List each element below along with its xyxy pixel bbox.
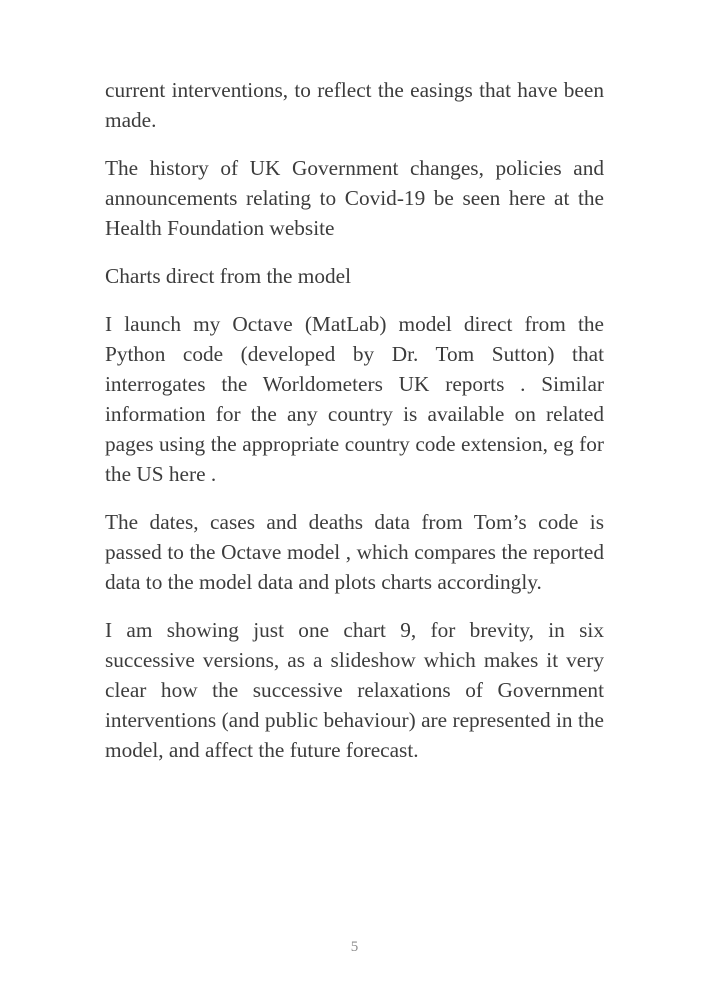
page-footer (0, 938, 709, 956)
paragraph-dates-cases-deaths: The dates, cases and deaths data from Tom’s code is passed to the Octave model , which compares the reported data to the model data and plots charts accordingly. (105, 510, 604, 594)
paragraph-chart-9-slideshow: I am showing just one chart 9, for brevity, in six successive versions, as a slideshow which makes it very clear how the successive relaxations of Government interventions (and public behaviour) are represented in the model, and affect the future forecast. (105, 618, 604, 762)
paragraph-continuation: current interventions, to reflect the easings that have been made. (105, 78, 604, 132)
page-content (105, 75, 604, 783)
page-number: 5 (350, 939, 359, 955)
paragraph-uk-government-history: The history of UK Government changes, policies and announcements relating to Covid-19 be seen here at the Health Foundation website (105, 156, 604, 240)
paragraph-octave-model-launch: I launch my Octave (MatLab) model direct from the Python code (developed by Dr. Tom Sutton) that interrogates the Worldometers UK reports . Similar information for the any country is available on related pages using the appropriate country code extension, eg for the US here . (105, 312, 604, 486)
section-heading-charts-direct-from-model: Charts direct from the model (105, 264, 352, 288)
